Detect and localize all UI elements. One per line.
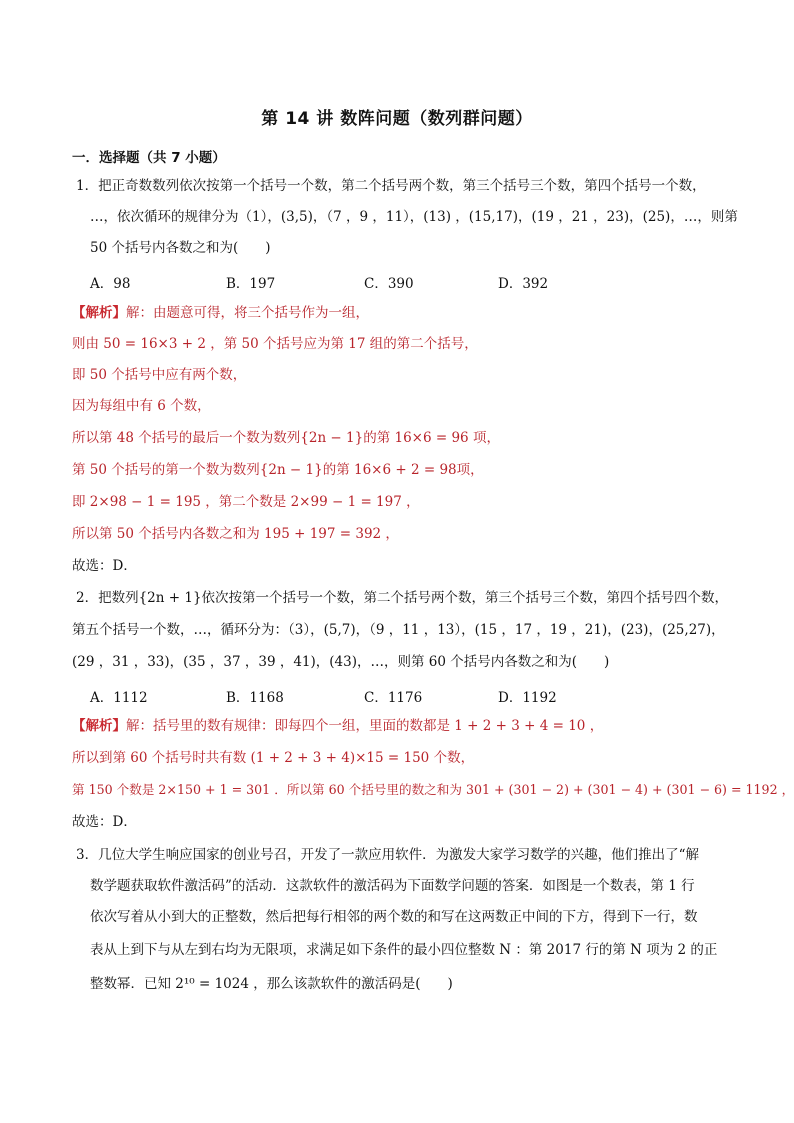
q1-stem-line-1: 1．把正奇数数列依次按第一个括号一个数，第二个括号两个数，第三个括号三个数，第四个括号一个数，	[76, 178, 706, 194]
q1-analysis-line-8: 所以第 50 个括号内各数之和为 195 + 197 = 392 ，	[72, 526, 399, 542]
q1-option-d: D．392	[498, 276, 549, 292]
q1-analysis-line-1	[72, 303, 369, 323]
q2-analysis-line-3: 第 150 个数是 2×150 + 1 = 301 ．所以第 60 个括号里的数之和为 301 + (301 − 2) + (301 − 4) + (301 − 6) = 1192 ，	[72, 782, 794, 797]
q2-option-a: A．1112	[90, 690, 148, 706]
q3-stem-line-4: 表从上到下与从左到右均为无限项，求满足如下条件的最小四位整数 N ：第 2017 行的第 N 项为 2 的正	[90, 942, 718, 958]
q2-stem-line-3: (29 ，31 ，33)，(35 ，37 ，39 ，41)，(43)，…，则第 60 个括号内各数之和为( )	[72, 654, 610, 670]
q3-stem-line-5: 整数幂．已知 2¹⁰ = 1024 ，那么该款软件的激活码是( )	[90, 976, 453, 992]
q1-analysis-line-4: 因为每组中有 6 个数，	[72, 398, 211, 414]
q1-answer-line: 故选：D．	[72, 558, 137, 574]
q2-stem-line-1: 2．把数列{2n + 1}依次按第一个括号一个数，第二个括号两个数，第三个括号三个数，第四个括号四个数，	[76, 590, 729, 606]
q2-option-b: B．1168	[226, 690, 284, 706]
q1-stem-line-2: …，依次循环的规律分为（1），(3,5)，（7 ，9 ，11），(13) ，(15,17)，(19 ，21 ，23)，(25)，…，则第	[90, 209, 738, 225]
q1-analysis-line-6: 第 50 个括号的第一个数为数列{2n − 1}的第 16×6 + 2 = 98项，	[72, 462, 484, 478]
q2-answer-line: 故选：D．	[72, 814, 137, 830]
q1-analysis-text: 解：由题意可得，将三个括号作为一组，	[126, 305, 369, 321]
q1-option-a: A．98	[90, 276, 131, 292]
q1-analysis-line-3: 即 50 个括号中应有两个数，	[72, 367, 247, 383]
q2-analysis-text: 解：括号里的数有规律：即每四个一组，里面的数都是 1 + 2 + 3 + 4 = 10 ，	[126, 718, 604, 734]
q1-option-c: C．390	[364, 276, 414, 292]
q1-analysis-line-5: 所以第 48 个括号的最后一个数为数列{2n − 1}的第 16×6 = 96 项，	[72, 430, 500, 446]
q2-analysis-line-2: 所以到第 60 个括号时共有数 (1 + 2 + 3 + 4)×15 = 150 个数，	[72, 750, 475, 766]
q3-stem-line-2: 数学题获取软件激活码”的活动．这款软件的激活码为下面数学问题的答案．如图是一个数表，第 1 行	[90, 878, 695, 894]
q2-stem-line-2: 第五个括号一个数，…，循环分为：（3），(5,7)，（9 ，11 ，13），(15 ，17 ，19 ，21)，(23)，(25,27)，	[72, 622, 725, 638]
page-title: 第 14 讲 数阵问题（数列群问题）	[261, 109, 533, 129]
q1-analysis-line-2: 则由 50 = 16×3 + 2 ，第 50 个括号应为第 17 组的第二个括号，	[72, 336, 478, 352]
q1-stem-line-3: 50 个括号内各数之和为( )	[90, 240, 271, 256]
q2-option-c: C．1176	[364, 690, 423, 706]
q3-stem-line-1: 3．几位大学生响应国家的创业号召，开发了一款应用软件．为激发大家学习数学的兴趣，他们推出了“解	[76, 847, 699, 863]
section-heading: 一．选择题（共 7 小题）	[72, 150, 226, 166]
q1-analysis-line-7: 即 2×98 − 1 = 195 ，第二个数是 2×99 − 1 = 197 ，	[72, 494, 420, 510]
analysis-tag: 【解析】	[72, 718, 126, 734]
q2-analysis-line-1	[72, 716, 603, 736]
q1-option-b: B．197	[226, 276, 276, 292]
q2-option-d: D．1192	[498, 690, 557, 706]
analysis-tag: 【解析】	[72, 305, 126, 321]
q3-stem-line-3: 依次写着从小到大的正整数，然后把每行相邻的两个数的和写在这两数正中间的下方，得到下一行，数	[90, 909, 698, 925]
